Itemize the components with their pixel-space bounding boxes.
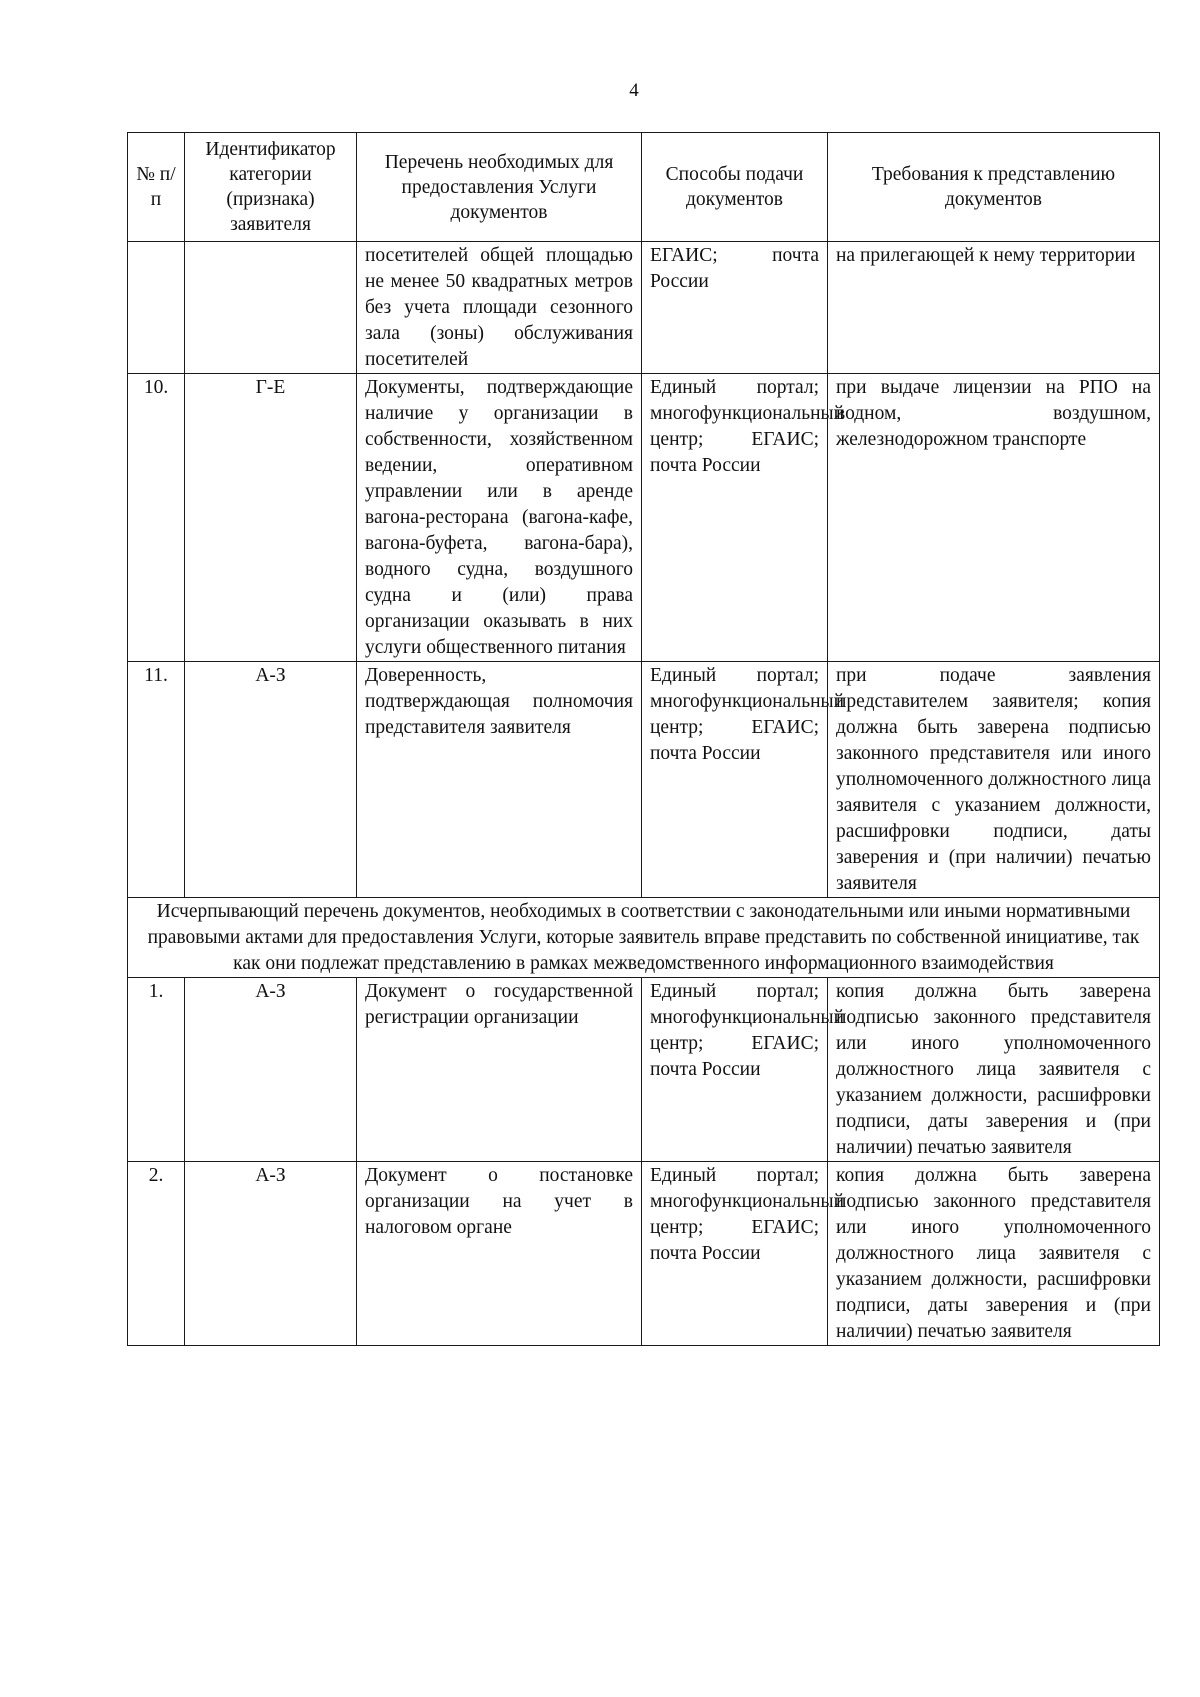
row-methods: Единый портал; многофункциональный центр; ЕГАИС; почта России bbox=[642, 1162, 828, 1346]
row-category: А-З bbox=[185, 1162, 357, 1346]
row-category bbox=[185, 242, 357, 374]
row-number: 2. bbox=[128, 1162, 185, 1346]
row-requirements: при подаче заявления представителем заявителя; копия должна быть заверена подписью законного представителя или иного уполномоченного должностного лица заявителя с указанием должности, расшифровки подписи, даты заверения и (при наличии) печатью заявителя bbox=[828, 662, 1160, 898]
row-requirements: при выдаче лицензии на РПО на водном, воздушном, железнодорожном транспорте bbox=[828, 374, 1160, 662]
documents-table bbox=[127, 132, 1160, 1346]
header-category: Идентификатор категории (признака) заявителя bbox=[185, 133, 357, 242]
row-category: Г-Е bbox=[185, 374, 357, 662]
row-number: 1. bbox=[128, 978, 185, 1162]
section-heading: Исчерпывающий перечень документов, необходимых в соответствии с законодательными или иными нормативными правовыми актами для предоставления Услуги, которые заявитель вправе представить по собственной инициативе, так как они подлежат представлению в рамках межведомственного информационного взаимодействия bbox=[128, 898, 1160, 978]
header-num: № п/п bbox=[128, 133, 185, 242]
header-requirements: Требования к представлению документов bbox=[828, 133, 1160, 242]
row-requirements: копия должна быть заверена подписью законного представителя или иного уполномоченного должностного лица заявителя с указанием должности, расшифровки подписи, даты заверения и (при наличии) печатью заявителя bbox=[828, 1162, 1160, 1346]
row-documents: Документ о государственной регистрации организации bbox=[357, 978, 642, 1162]
row-requirements: копия должна быть заверена подписью законного представителя или иного уполномоченного должностного лица заявителя с указанием должности, расшифровки подписи, даты заверения и (при наличии) печатью заявителя bbox=[828, 978, 1160, 1162]
table-row bbox=[128, 978, 1160, 1162]
header-methods: Способы подачи документов bbox=[642, 133, 828, 242]
table-row bbox=[128, 1162, 1160, 1346]
row-methods: ЕГАИС; почта России bbox=[642, 242, 828, 374]
row-number: 10. bbox=[128, 374, 185, 662]
header-documents: Перечень необходимых для предоставления Услуги документов bbox=[357, 133, 642, 242]
row-methods: Единый портал; многофункциональный центр; ЕГАИС; почта России bbox=[642, 662, 828, 898]
table-header-row bbox=[128, 133, 1160, 242]
row-number: 11. bbox=[128, 662, 185, 898]
table-row bbox=[128, 662, 1160, 898]
row-documents: Документ о постановке организации на учет в налоговом органе bbox=[357, 1162, 642, 1346]
row-category: А-З bbox=[185, 978, 357, 1162]
row-documents: Документы, подтверждающие наличие у организации в собственности, хозяйственном ведении, оперативном управлении или в аренде вагона-ресторана (вагона-кафе, вагона-буфета, вагона-бара), водного судна, воздушного судна и (или) права организации оказывать в них услуги общественного питания bbox=[357, 374, 642, 662]
section-row bbox=[128, 898, 1160, 978]
table-row bbox=[128, 374, 1160, 662]
row-requirements: на прилегающей к нему территории bbox=[828, 242, 1160, 374]
table-row bbox=[128, 242, 1160, 374]
page-number: 4 bbox=[629, 80, 639, 101]
row-category: А-З bbox=[185, 662, 357, 898]
row-methods: Единый портал; многофункциональный центр; ЕГАИС; почта России bbox=[642, 978, 828, 1162]
row-documents: посетителей общей площадью не менее 50 квадратных метров без учета площади сезонного зала (зоны) обслуживания посетителей bbox=[357, 242, 642, 374]
row-methods: Единый портал; многофункциональный центр; ЕГАИС; почта России bbox=[642, 374, 828, 662]
row-number bbox=[128, 242, 185, 374]
row-documents: Доверенность, подтверждающая полномочия представителя заявителя bbox=[357, 662, 642, 898]
